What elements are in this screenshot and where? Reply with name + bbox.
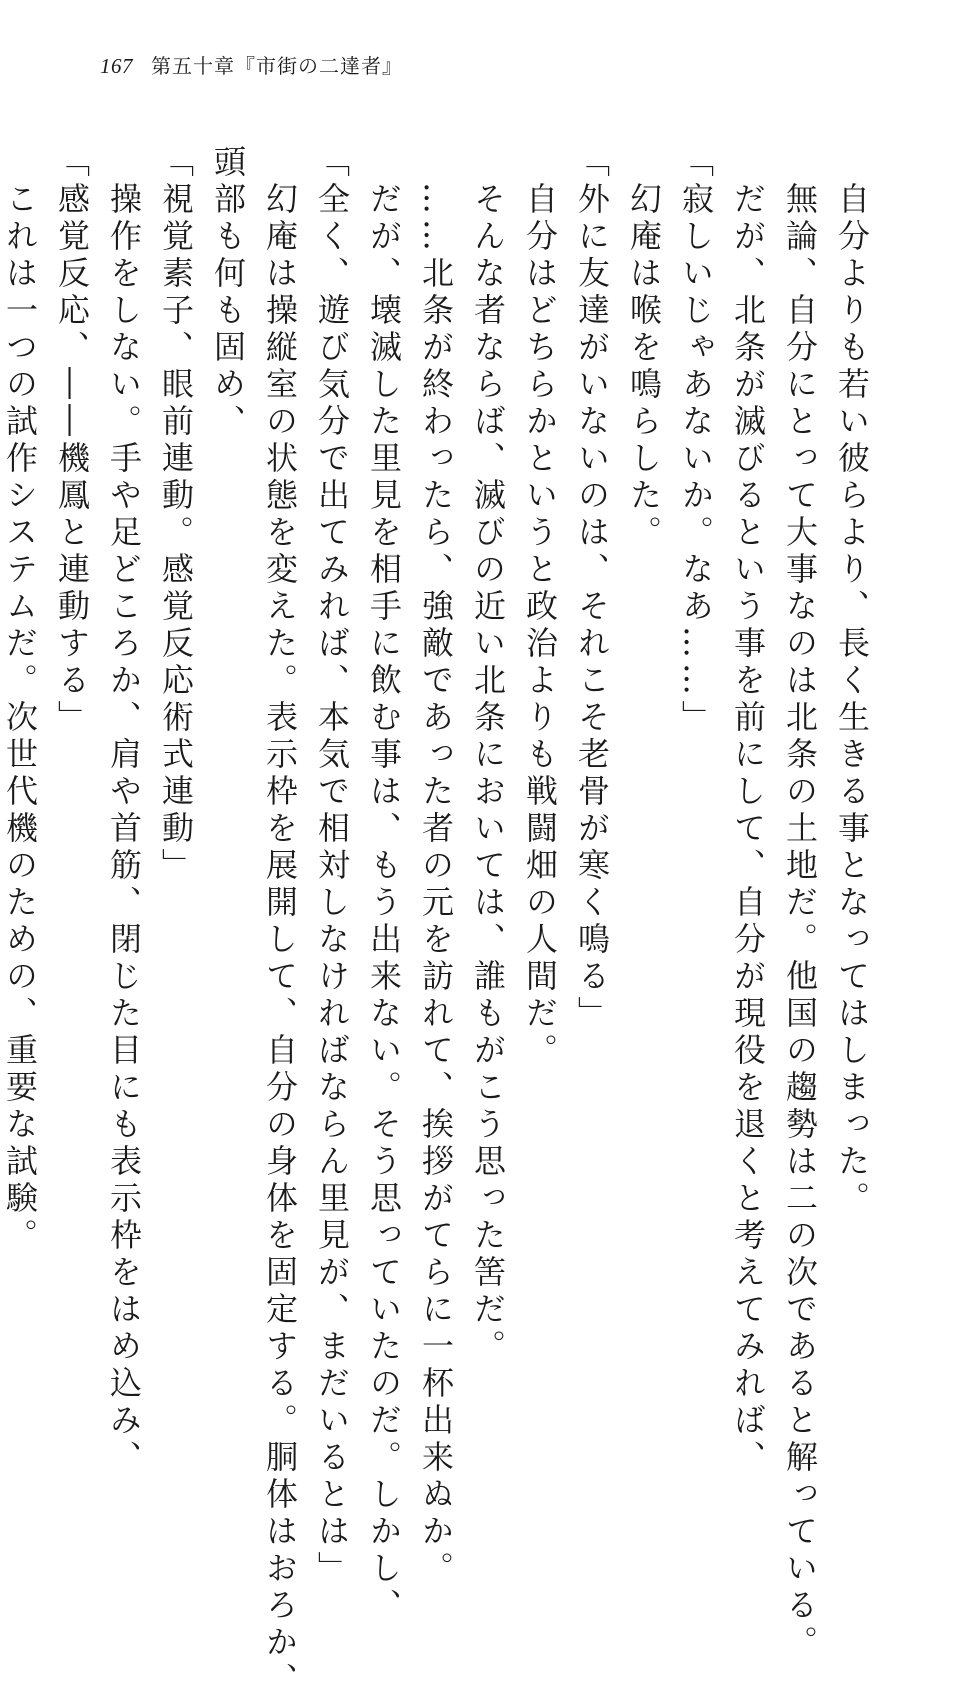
text-line: 操作をしない。手や足どころか、肩や首筋、閉じた目にも表示枠をはめ込み、 bbox=[105, 145, 143, 1477]
page-number: 167 bbox=[100, 54, 133, 78]
dialogue-line: 「外に友達がいないのは、それこそ老骨が寒く鳴る」 bbox=[573, 145, 611, 1033]
text-line: 幻庵は操縦室の状態を変えた。表示枠を展開して、自分の身体を固定する。胴体はおろか、 bbox=[261, 145, 299, 1699]
dialogue-line: 「全く、遊び気分で出てみれば、本気で相対しなければならん里見が、まだいるとは」 bbox=[313, 145, 351, 1588]
text-line: だが、北条が滅びるという事を前にして、自分が現役を退くと考えてみれば、 bbox=[729, 145, 767, 1477]
text-line: だが、壊滅した里見を相手に飲む事は、もう出来ない。そう思っていたのだ。しかし、 bbox=[365, 145, 403, 1625]
chapter-title: 第五十章『市街の二達者』 bbox=[151, 54, 403, 78]
text-line: 自分よりも若い彼らより、長く生きる事となってはしまった。 bbox=[833, 145, 871, 1218]
text-line: 頭部も何も固め、 bbox=[209, 145, 247, 441]
vertical-body-text bbox=[1, 145, 878, 1699]
text-line: そんな者ならば、滅びの近い北条においては、誰もがこう思った筈だ。 bbox=[469, 145, 507, 1366]
text-line: 幻庵は喉を鳴らした。 bbox=[625, 145, 663, 552]
text-line: ……北条が終わったら、強敵であった者の元を訪れて、挨拶がてらに一杯出来ぬか。 bbox=[417, 145, 455, 1588]
dialogue-line: 「寂しいじゃあないか。なあ……」 bbox=[677, 145, 715, 737]
text-line: 無論、自分にとって大事なのは北条の土地だ。他国の趨勢は二の次であると解っている。 bbox=[781, 145, 819, 1662]
text-line: これは一つの試作システムだ。次世代機のための、重要な試験。 bbox=[1, 145, 39, 1255]
dialogue-line: 「感覚反応、――機鳳と連動する」 bbox=[53, 145, 91, 737]
text-line: 自分はどちらかというと政治よりも戦闘畑の人間だ。 bbox=[521, 145, 559, 1070]
running-header bbox=[100, 50, 403, 90]
dialogue-line: 「視覚素子、眼前連動。感覚反応術式連動」 bbox=[157, 145, 195, 885]
